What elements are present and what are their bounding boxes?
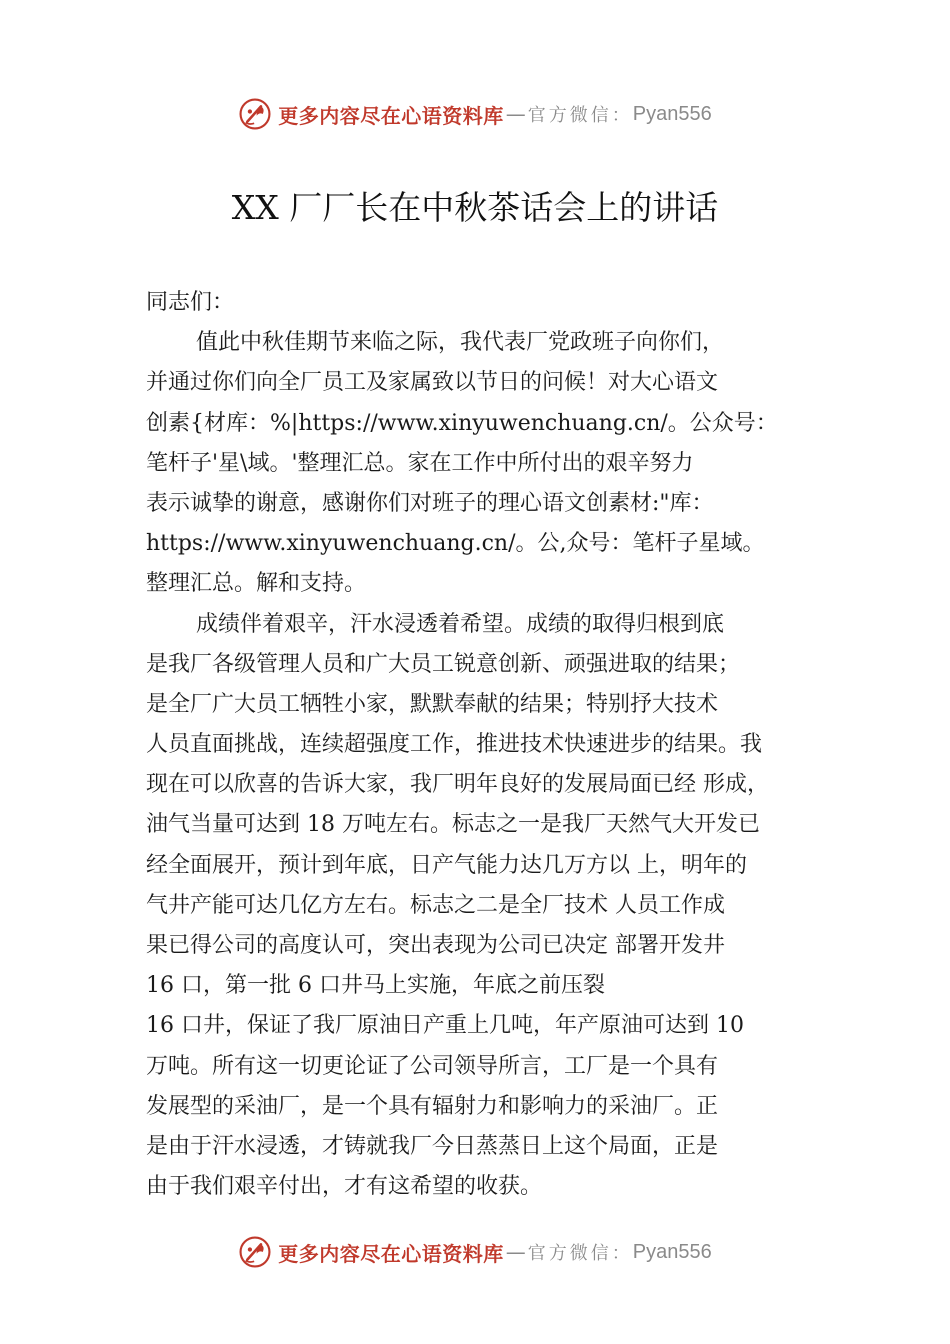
body-text-line: 16 口，第一批 6 口井马上实施，年底之前压裂 (146, 973, 605, 999)
body-text-line: 油气当量可达到 18 万吨左右。标志之一是我厂天然气大开发已 (146, 812, 760, 838)
body-text-line: 表示诚挚的谢意，感谢你们对班子的理心语文创素材:"库： (146, 490, 714, 516)
header-banner (0, 94, 950, 134)
banner-wechat-label: 官方微信： (527, 1243, 633, 1264)
body-text-line: 现在可以欣喜的告诉大家，我厂明年良好的发展局面已经 形成， (146, 772, 769, 798)
banner-separator: — (505, 102, 526, 126)
footer-banner (0, 1232, 950, 1272)
body-text-line: 果已得公司的高度认可，突出表现为公司已决定 部署开发井 (146, 933, 725, 958)
body-text-line: 整理汇总。解和支持。 (146, 571, 367, 597)
banner-brand-text: 更多内容尽在心语资料库 (278, 103, 504, 128)
body-text-line: 是我厂各级管理人员和广大员工锐意创新、顽强进取的结果； (146, 651, 741, 677)
quill-seal-logo-icon (238, 97, 272, 131)
body-text-line: 经全面展开，预计到年底，日产气能力达几万方以 上，明年的 (146, 852, 747, 878)
body-text-line: 笔杆子'星\域。'整理汇总。家在工作中所付出的艰辛努力 (146, 450, 694, 476)
body-text-line: https://www.xinyuwenchuang.cn/。公,众号：笔杆子星域。 (146, 531, 765, 557)
body-text-line: 创素{材库：%|https://www.xinyuwenchuang.cn/。公众号： (146, 410, 778, 436)
body-text-line: 气井产能可达几亿方左右。标志之二是全厂技术 人员工作成 (146, 892, 725, 918)
banner-brand-text: 更多内容尽在心语资料库 (278, 1241, 504, 1266)
document-title: XX 厂厂长在中秋茶话会上的讲话 (231, 188, 719, 227)
body-text-line: 16 口井，保证了我厂原油日产重上几吨，年产原油可达到 10 (146, 1013, 744, 1039)
body-text-line: 发展型的采油厂，是一个具有辐射力和影响力的采油厂。正 (146, 1093, 719, 1119)
body-text-line: 同志们： (146, 290, 235, 315)
body-text-line: 由于我们艰辛付出，才有这希望的收获。 (146, 1174, 543, 1200)
body-text-line: 是全厂广大员工牺牲小家，默默奉献的结果；特别抒大技术 (146, 691, 719, 717)
banner-wechat-label: 官方微信： (527, 105, 633, 126)
body-text-line: 值此中秋佳期节来临之际，我代表厂党政班子向你们， (196, 330, 725, 356)
banner-wechat-id: Pyan556 (632, 1240, 712, 1263)
banner-separator: — (505, 1240, 526, 1264)
body-text-line: 并通过你们向全厂员工及家属致以节日的问候！对大心语文 (146, 370, 719, 396)
body-text-line: 成绩伴着艰辛，汗水浸透着希望。成绩的取得归根到底 (196, 611, 725, 637)
document-body (146, 283, 836, 1207)
body-text-line: 是由于汗水浸透，才铸就我厂今日蒸蒸日上这个局面，正是 (146, 1133, 719, 1159)
banner-wechat-id: Pyan556 (632, 102, 712, 125)
body-text-line: 人员直面挑战，连续超强度工作，推进技术快速进步的结果。我 (146, 732, 763, 758)
body-text-line: 万吨。所有这一切更论证了公司领导所言，工厂是一个具有 (146, 1053, 719, 1079)
quill-seal-logo-icon (238, 1235, 272, 1269)
